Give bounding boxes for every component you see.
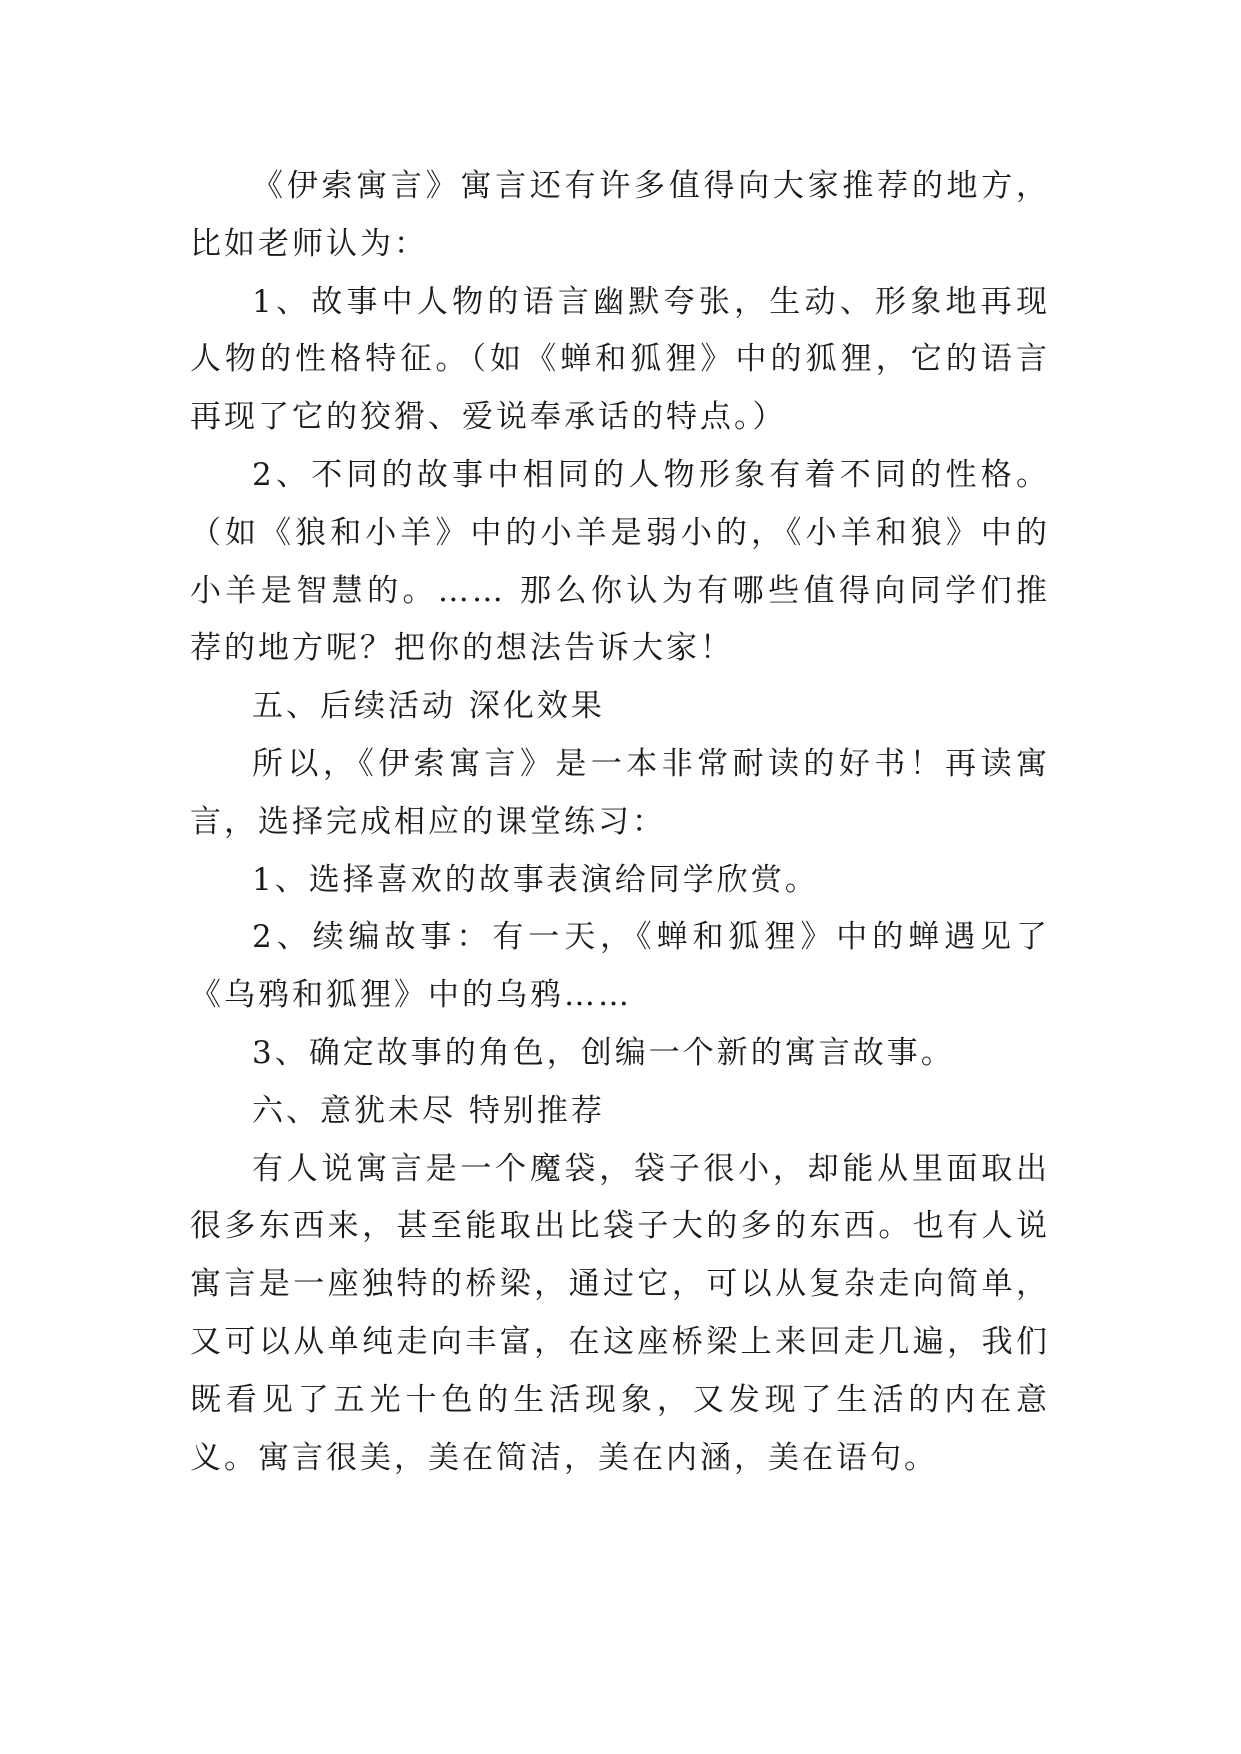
paragraph-point-2: 2、不同的故事中相同的人物形象有着不同的性格。（如《狼和小羊》中的小羊是弱小的，《小羊和狼》中的小羊是智慧的。…… 那么你认为有哪些值得向同学们推荐的地方呢？把你的想法告诉大家！ <box>190 456 1050 667</box>
document-body <box>190 158 1050 1487</box>
paragraph-point-1: 1、故事中人物的语言幽默夸张，生动、形象地再现人物的性格特征。（如《蝉和狐狸》中的狐狸，它的语言再现了它的狡猾、爱说奉承话的特点。） <box>190 283 1050 436</box>
paragraph-summary: 所以，《伊索寓言》是一本非常耐读的好书！再读寓言，选择完成相应的课堂练习： <box>190 745 1050 840</box>
paragraph-closing: 有人说寓言是一个魔袋，袋子很小，却能从里面取出很多东西来，甚至能取出比袋子大的多的东西。也有人说寓言是一座独特的桥梁，通过它，可以从复杂走向简单，又可以从单纯走向丰富，在这座桥梁上来回走几遍，我们既看见了五光十色的生活现象，又发现了生活的内在意义。寓言很美，美在简洁，美在内涵，美在语句。 <box>190 1150 1050 1476</box>
section-heading-6: 六、意犹未尽 特别推荐 <box>252 1092 605 1129</box>
exercise-item-1: 1、选择喜欢的故事表演给同学欣赏。 <box>252 861 819 898</box>
exercise-item-2: 2、续编故事：有一天，《蝉和狐狸》中的蝉遇见了《乌鸦和狐狸》中的乌鸦…… <box>190 919 1050 1014</box>
section-heading-5: 五、后续活动 深化效果 <box>252 688 605 725</box>
exercise-item-3: 3、确定故事的角色，创编一个新的寓言故事。 <box>252 1034 955 1071</box>
paragraph-intro: 《伊索寓言》寓言还有许多值得向大家推荐的地方，比如老师认为： <box>190 168 1050 262</box>
